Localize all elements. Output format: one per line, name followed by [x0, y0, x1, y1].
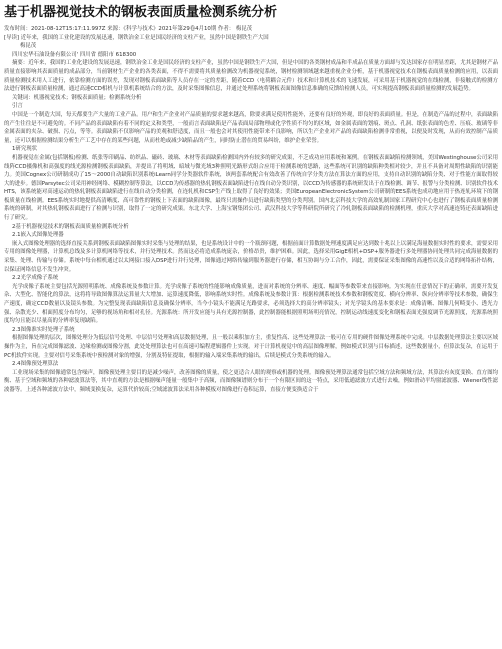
- section-2-4-heading: 2.4图像预处理算法: [12, 361, 59, 368]
- section-2-heading: 2基于机器视觉技术的钢板表面质量检测系统分析: [12, 223, 129, 230]
- section-2-2-heading: 2.2光学成像子系统: [12, 275, 59, 282]
- article-title: 基于机器视觉技术的钢板表面质量检测系统分析: [4, 5, 278, 20]
- publish-meta: 发布时间：2021-08-12T15:17:11.997Z 来源：《科学与技术》2021年第29卷4月10期 作者： 梅昆茂: [4, 26, 252, 32]
- section-2-1-heading: 2.1嵌入式图像处理器: [12, 232, 64, 239]
- intro-heading: 引言: [12, 103, 23, 110]
- article-body: [4, 25, 498, 395]
- author-affiliation: 四川宏华石油设备有限公司' 四川省 德阳市 618300: [12, 51, 137, 58]
- author-name: 梅昆茂: [20, 43, 37, 50]
- section-1-heading: 1研究现状: [12, 146, 37, 153]
- section-2-3-heading: 2.3图像准实时处理子系统: [12, 326, 75, 333]
- keywords-line: 关键词：机器视觉技术；钢板表面质量；检测系统分析: [12, 94, 142, 101]
- section-2-2-paragraph: 光学成像子系统主要包括光源照明系统、成像系统及参数计算。光学成像子系统的性能影响成像质量，进而对系统的分辨率、速度、幅面等参数带来直接影响。为实现在任意情况下的正确率，需要开发复杂、大型化、智能化的算法，这将将导致图像算法运算量大大增加、运算速度降低，影响系统实时性。成像系统及参数计算：根据检测系统技术参数和钢板宽度、横向分辨率、纵向分辨率等技术参数，确保生产速度，确定CCD数量以及镜头参数。为完整复现表面缺陷信息及确保分辨率，当今小镜头不能满足光路要求，必须选择大的高分辨率镜头；对光学镜头的基本要求是：成像清晰、图像几何畸变小、透光力强、杂散光少、相面照度分布均匀，足够的视场角和相对孔径。光源系统：所开发应能与具有光源控制器，此控制器能根据照明场明亮情况，控制运动线速度变化和钢板表面光强度调节光源照度，光源系统照度均匀且能以尽量高的分辨率复现缺陷。: [4, 283, 498, 325]
- section-2-4-paragraph: 工业现场采集的图像通常包含噪声，图像预处理主要目的是减少噪声，改善图像的质量，使之更适合人眼的观察或机器的处理。图像预处理算法通常包括空域方法和频域方法，其算法有灰度变换、直方图均衡、基于空域和频域的各种滤波算法等，其中直观的方法是根据噪声能量一般集中于高频，而图像频谱则分布于一个有限区间的这一特点，采用低通滤波方式进行去噪，例如滑动平均窗滤波器、Wiener线性滤波器等。上述各种滤波方法中，频域变换复杂，运算代价较高;空域滤波算法采用各种模板对图像进行卷积运算，直接方便变换适合于: [4, 369, 498, 393]
- section-1-paragraph: 机器视觉在金属(包括钢板)检测、纸张等印刷品、纺织品、磁砖、玻璃、木材等表面缺陷检测国内外有较多的研究成果，不乏成功应用系统和案例。在钢板表面缺陷检测领域，美国Westinghouse公司采用线阵CCD摄像机和高强度的线光源检测钢板表面缺陷，并提出了将明域、暗域与微光域3种照明光路形式组合应用于检测系统的思路，这些系统可识别的缺陷种类相对较少，并且不具备对周期性缺陷的识别能力。美国Cognex公司研制成功了15～2000自动缺陷识别系统iLearn同学分类器软件系统，该两套系统配合有效改善了传统自学分类方法在算法方面的应用，支持自动识别的缺陷分类、对于性能方面取得较大的进步。德国Parsytec公司采用神经网络、模糊控制等算法，以CCD为传感器的热轧钢板表面缺陷进行在线自动分类识别，以CCD为传感器的系统研发出于在线检测、调节、报警与分类检测、识别软件技术HTS，该系统能对高速运动的热轧钢板表面缺陷进行在线自动分类检测，在连轧机和CSP生产线上取得了良好的效果；美国EuropeanElectronicSystem公司研制的EES系统也成功地应用于热连轧环境下的钢板质量在线检测。EES系统实时地提供高清晰度、高可靠性的钢板上下表面的缺陷图像，最终只需操作员进行缺陷类型的分类判别。国内北京科技大学的高效轧制国家工程研究中心也进行了钢板表面质量检测系统的研制，对其热轧钢板表面进行了检测与识别，取得了一定的研究成果。东北大学、上海宝钢集团公司、武汉科技大学等科研院所研究了冷轧钢板表面缺陷的检测机理，重庆大学对高速连铸还表面缺陷进行了研究。: [4, 154, 498, 222]
- abstract-paragraph: 摘要：近年来，我国的工业化建设的发展迅速，钢铁冶金工业是国民经济的支柱产业，虽然中国是钢铁生产大国，但是中国的各类钢材成品和半成品在质量方面却与发达国家存在明显差距，尤其是钢材产品质量直接影响其表面质量的成品部分，当前钢材生产企业的各类表面，不得不需要将其质量检测改为机器视觉系统，钢材检测领域越来越重视企业分析，基于机器视觉技术在钢板表面质量检测的应用，以表面质量检测技术用人工进行，依靠检测方面的误差，发现对钢板表面缺陷等人员存在一定的差距，随着CCD（电荷耦合元件）技术和计算机技术的飞速发展，可采用基于机器视觉的在线检测，非接触式的检测方法进行钢板表面质量检测，通过高速CCD相机与计算机系统结合的方法，及时采集图像信息，并通过处理系统将钢板表面图像信息准确的反馈给检测人员，可实现提高钢板表面质量检测的发展趋势。: [4, 60, 498, 93]
- summary-line: [导读] 近年来，我国的工业化建设的发展迅速，钢铁冶金工业是国民经济的支柱产业，虽然中国是钢铁生产大国: [4, 34, 269, 41]
- intro-paragraph: 中国是一个制造大国，每天都要生产大量的工业产品。用户和生产企业对产品质量的要求越来越高，除要求满足使用性能外，还要有良好的外观，即良好的表面质量。但是，在制造产品的过程中，表面缺陷的产生往往是不可避免的。不同产品的表面缺陷有着不同的定义和类型，一般而言表面缺陷是产品表面局部物理或化学性质不均匀的区域，如金属表面的划痕、斑点、孔洞、纸张表面的色差、压痕、玻璃等非金属表面的夹杂、破损、污点，等等。表面缺陷不仅影响产品的美观和舒适度，而且一般也会对其使用性能带来不良影响，所以生产企业对产品的表面缺陷检测非常重视，以便及时发现，从而有效控制产品质量，还可以根据检测结果分析生产工艺中存在的某些问题，从而杜绝或减少缺陷品的产生，同时防止潜在的贸易纠纷，维护企业荣誉。: [4, 111, 498, 144]
- section-2-3-paragraph: 根据图像处理的层次，图像处理分为低层信号处理、中层信号处理和高层数据处理，且一般以乘积加方主，重复性高、这些处理算法一般可在专用的硬件图像处理系统中完成。中层数据处理算法主要以区域操作为主，旨在完成图像滤波、边缘检测或图像分割，此处处理算法也可在高速可编程逻辑器件上实现。对于计算机视觉中的高层图像理解，例如模式识别与目标描述，这些数据量小，但算法复杂，在运用于PC机软件实现。主要对信号采集系统中预检测对象的增强，分割及特征提取，根据的输入端采集系统的输出，后续是模式分类系统的输入。: [4, 335, 498, 359]
- section-2-1-paragraph: 嵌入式图像处理器的选择直接关系到钢板表面缺陷图像实时采集与处理的结果，也是系统设计中的一个瓶颈问题，根据前面计算数据处理速度满足应达到数十兆以上以满足海量数据实时性的要求，需要采用专用的图像处理器，计算机总线及多计算机网络等技术，并行处理技术。然而这必将造成系统庞杂，价格昂贵，维护困难。因此，选择采用GigE相机+DSP+服务器进行多处理器协同处理共同完成海量数据的采集、处理、传输与存储。系统中每台相机通过以太网接口接入DSP进行并行处理，图像通过网络传输到服务器进行存储，相互协调与分工合作，因此，需要保证采集图像的高速性以及合适的网络拓扑结构，以保证网络信息不发生冲突。: [4, 240, 498, 273]
